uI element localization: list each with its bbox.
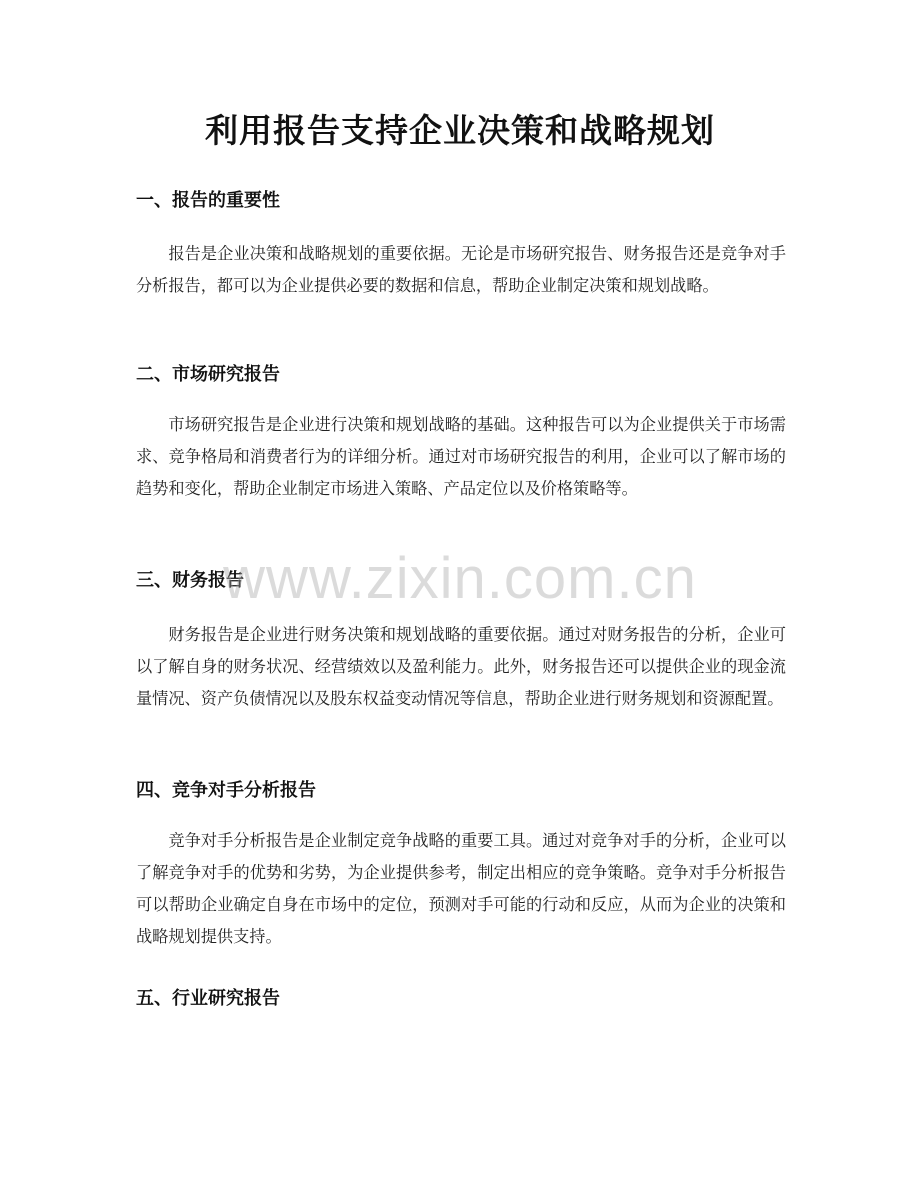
section-heading-competitor: 四、竞争对手分析报告 xyxy=(136,780,316,801)
section-heading-market-research: 二、市场研究报告 xyxy=(136,364,280,385)
section-heading-financial: 三、财务报告 xyxy=(136,570,244,591)
section-paragraph-competitor: 竞争对手分析报告是企业制定竞争战略的重要工具。通过对竞争对手的分析，企业可以了解竞争对手的优势和劣势，为企业提供参考，制定出相应的竞争策略。竞争对手分析报告可以帮助企业确定自身在市场中的定位，预测对手可能的行动和反应，从而为企业的决策和战略规划提供支持。 xyxy=(136,831,786,946)
document-title: 利用报告支持企业决策和战略规划 xyxy=(205,111,715,150)
watermark: www.zixin.com.cn xyxy=(223,546,697,611)
section-paragraph-financial: 财务报告是企业进行财务决策和规划战略的重要依据。通过对财务报告的分析，企业可以了解自身的财务状况、经营绩效以及盈利能力。此外，财务报告还可以提供企业的现金流量情况、资产负债情况以及股东权益变动情况等信息，帮助企业进行财务规划和资源配置。 xyxy=(136,625,786,708)
section-heading-industry: 五、行业研究报告 xyxy=(136,988,280,1009)
section-heading-importance: 一、报告的重要性 xyxy=(136,190,280,211)
section-paragraph-market-research: 市场研究报告是企业进行决策和规划战略的基础。这种报告可以为企业提供关于市场需求、竞争格局和消费者行为的详细分析。通过对市场研究报告的利用，企业可以了解市场的趋势和变化，帮助企业制定市场进入策略、产品定位以及价格策略等。 xyxy=(136,415,786,498)
section-paragraph-importance: 报告是企业决策和战略规划的重要依据。无论是市场研究报告、财务报告还是竞争对手分析报告，都可以为企业提供必要的数据和信息，帮助企业制定决策和规划战略。 xyxy=(136,244,786,295)
